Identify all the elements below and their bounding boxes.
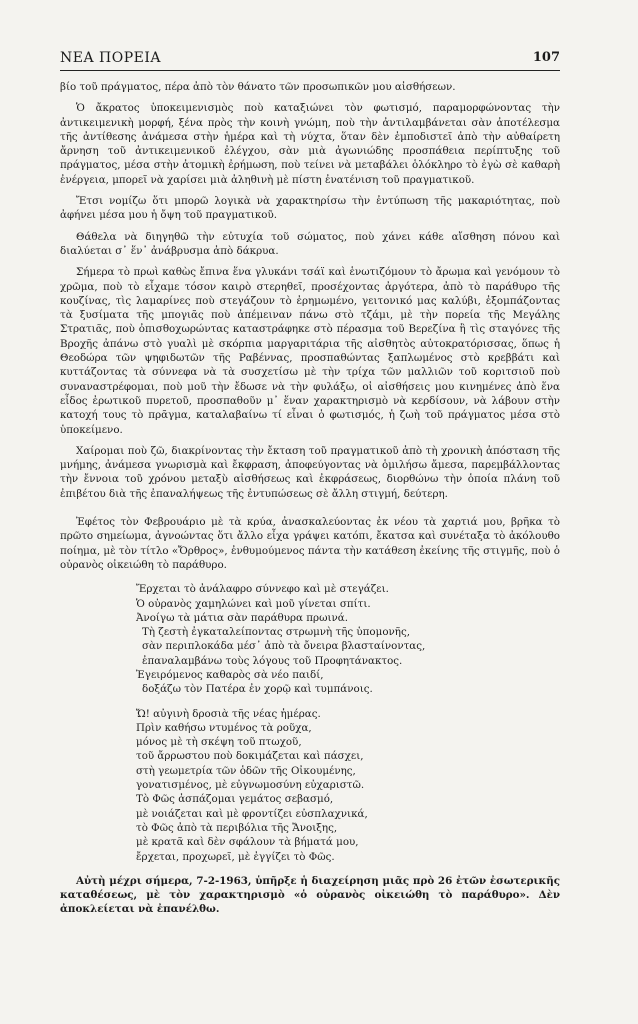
- poem-line: Ὤ! αὐγινὴ δροσιὰ τῆς νέας ἡμέρας.: [136, 707, 321, 720]
- poem-line: δοξάζω τὸν Πατέρα ἐν χορῷ καὶ τυμπάνοις.: [142, 683, 373, 696]
- paragraph: Ὁ ἄκρατος ὑποκειμενισμὸς ποὺ καταξιώνει τὸν φωτισμό, παραμορφώνοντας τὴν ἀντικειμενικὴ μορφή, ξένα πρὸς τὴν κοινὴ γνώμη, ποὺ τὴν ἀντιλαμβάνεται σὰν ἀποτέλεσμα τῆς ἀντίθεσης ἀνάμεσα στὴν ἡμέρα καὶ τὴ νύχτα, ὅταν δὲν ἐμποδιστεῖ ἀπὸ τὴν αὐθαίρετη ἄρνηση τοῦ ἀντικειμενικοῦ ἐλέγχου, σὰν μιὰ ἀγωνιώδης προσπάθεια περίπτυξης τοῦ πράγματος, μέσα στὴν ἀτομικὴ ἐρήμωση, ποὺ τείνει νὰ μεταβάλει ὁλόκληρο τὸ ἐγὼ σὲ καθαρὴ ἐνέργεια, μπορεῖ νὰ χαρίσει μιὰ ἀληθινὴ μὲ πίστη ἐνατένιση τοῦ πραγματικοῦ.: [60, 102, 560, 186]
- paragraph: Χαίρομαι ποὺ ζῶ, διακρίνοντας τὴν ἔκταση τοῦ πραγματικοῦ ἀπὸ τὴ χρονικὴ ἀπόσταση τῆς μνήμης, ἀνάμεσα γνωρισμὰ καὶ ἔκφραση, ἀποφεύγοντας νὰ ὁμιλήσω ἄμεσα, παρεμβάλλοντας τὴν ἔννοια τοῦ χρόνου μεταξὺ αἰσθήσεως καὶ ἐκφράσεως, διορθώνω τὴν ὁποία πλάνη τοῦ ἐπιβέτου διὰ τῆς ἐπαναλήψεως τῆς ἐντυπώσεως σὲ ἄλλη στιγμή, δεύτερη.: [60, 444, 560, 500]
- poem-stanza: [136, 582, 560, 696]
- poem-stanza: [136, 707, 560, 864]
- poem-line: τοῦ ἄρρωστου ποὺ δοκιμάζεται καὶ πάσχει,: [136, 750, 364, 763]
- poem-line: Τὴ ζεστὴ ἐγκαταλείποντας στρωμνὴ τῆς ὑπομονῆς,: [142, 626, 410, 639]
- poem-line: Ὁ οὐρανὸς χαμηλώνει καὶ μοῦ γίνεται σπίτι.: [136, 597, 371, 610]
- article-body: [60, 80, 560, 924]
- poem-line: γονατισμένος, μὲ εὐγνωμοσύνη εὐχαριστῶ.: [136, 779, 365, 792]
- poem-line: μὲ κρατᾶ καὶ δὲν σφάλουν τὰ βήματά μου,: [136, 836, 359, 849]
- paragraph: Ἔτσι νομίζω ὅτι μπορῶ λογικὰ νὰ χαρακτηρίσω τὴν ἐντύπωση τῆς μακαριότητας, ποὺ ἀφήνει μέσα μου ἡ ὄψη τοῦ πραγματικοῦ.: [60, 195, 560, 222]
- poem-line: στὴ γεωμετρία τῶν ὁδῶν τῆς Οἰκουμένης,: [136, 764, 356, 777]
- poem-line: Τὸ Φῶς ἀσπάζομαι γεμάτος σεβασμό,: [136, 793, 334, 806]
- poem: [136, 582, 560, 864]
- poem-line: μὲ νοιάζεται καὶ μὲ φροντίζει εὐσπλαχνικά,: [136, 807, 368, 820]
- paragraph: Θάθελα νὰ διηγηθῶ τὴν εὐτυχία τοῦ σώματος, ποὺ χάνει κάθε αἴσθηση πόνου καὶ διαλύεται σ᾽ ἕν᾽ ἀνάβρυσμα ἀπὸ δάκρυα.: [60, 230, 560, 257]
- poem-line: Ἐγειρόμενος καθαρὸς σὰ νέο παιδί,: [136, 668, 324, 681]
- page-number: 107: [532, 50, 560, 65]
- running-header: [60, 48, 560, 71]
- poem-line: Πρὶν καθήσω ντυμένος τὰ ροῦχα,: [136, 721, 312, 734]
- poem-line: ἐπαναλαμβάνω τοὺς λόγους τοῦ Προφητάνακτος.: [142, 654, 403, 667]
- poem-line: τὸ Φῶς ἀπὸ τὰ περιβόλια τῆς Ἄνοιξης,: [136, 821, 338, 834]
- poem-line: σὰν περιπλοκάδα μέσ᾽ ἀπὸ τὰ ὄνειρα βλασταίνοντας,: [142, 640, 426, 653]
- poem-line: Ἀνοίγω τὰ μάτια σὰν παράθυρα πρωινά.: [136, 611, 349, 624]
- poem-line: Ἔρχεται τὸ ἀνάλαφρο σύννεφο καὶ μὲ στεγάζει.: [136, 583, 389, 596]
- paragraph: Ἐφέτος τὸν Φεβρουάριο μὲ τὰ κρύα, ἀνασκαλεύοντας ἐκ νέου τὰ χαρτιά μου, βρῆκα τὸ πρῶτο σημείωμα, ἀγνοώντας ὅτι ἄλλο εἶχα γράψει κατόπι, ἔκατσα καὶ συνέταξα τὸ ἀκόλουθο ποίημα, μὲ τὸν τίτλο «Ὄρθρος», ἐνθυμούμενος πάντα τὴν κατάθεση ἐκείνης τῆς στιγμῆς, ποὺ ὁ οὐρανὸς οἰκειώθη τὸ παράθυρο.: [60, 516, 560, 571]
- journal-title: ΝΕΑ ΠΟΡΕΙΑ: [60, 50, 161, 66]
- paragraph: βίο τοῦ πράγματος, πέρα ἀπὸ τὸν θάνατο τῶν προσωπικῶν μου αἰσθήσεων.: [60, 81, 456, 93]
- paragraph: Σήμερα τὸ πρωὶ καθὼς ἔπινα ἕνα γλυκάνι τσάϊ καὶ ἑνωτιζόμουν τὸ ἄρωμα καὶ γενόμουν τὸ χρῶμα, ποὺ τὸ εἶχαμε τόσον καιρὸ στερηθεῖ, προσέχοντας ἀργότερα, ἀπὸ τὸ παράθυρο τῆς κουζίνας, τὶς λαμαρίνες ποὺ στεγάζουν τὸ ἐρημωμένο, γειτονικό μας καλύβι, ἐξομπάζοντας τὰ ξυσίματα τῆς μπογιᾶς ποὺ ἀπέμειναν πάνω στὸ τζάμι, μὲ τὴν πορεία τῆς Μεγάλης Στρατιᾶς, ποὺ ὀπισθοχωρώντας καταστράφηκε στὸ πέρασμα τοῦ Βερεζίνα ἢ τὶς σταγόνες τῆς Βροχῆς ἀπάνω στὸ γυαλὶ μὲ σκόρπια μαργαριτάρια τῆς αἰσθητὸς αὐτοκρατόρισσας, ὅπως ἡ Θεοδώρα τῶν ψηφιδωτῶν τῆς Ραβέννας, προσπαθώντας ξαπλωμένος στὸ κρεββάτι καὶ κυττάζοντας τὰ σύννεφα νὰ τὰ συσχετίσω μὲ τὴν τρίχα τῶν μαλλιῶν τοῦ κοριτσιοῦ ποὺ συναναστρέφομαι, ποὺ μοῦ τὴν ἔδωσε νὰ τὴν φυλάξω, οἱ αἰσθήσεις μου κινημένες ἀπὸ ἕνα εἶδος ἐρωτικοῦ πυρετοῦ, προσπαθοῦν μ᾽ ἕναν χαρακτηρισμὸ νὰ κερδίσουν, νὰ λάβουν στὴν κατοχή τους τὸ πρᾶγμα, καταλαβαίνω τί εἶναι ὁ φωτισμός, ἡ ζωὴ τοῦ πράγματος μέσα στὸ ὑποκείμενο.: [60, 266, 560, 436]
- poem-line: μόνος μὲ τὴ σκέψη τοῦ πτωχοῦ,: [136, 736, 302, 749]
- closing-paragraph: Αὐτὴ μέχρι σήμερα, 7-2-1963, ὑπῆρξε ἡ διαχείρηση μιᾶς πρὸ 26 ἐτῶν ἐσωτερικῆς καταθέσεως, μὲ τὸν χαρακτηρισμὸ «ὁ οὐρανὸς οἰκειώθη τὸ παράθυρο». Δὲν ἀποκλείεται νὰ ἐπανέλθω.: [60, 874, 560, 916]
- poem-line: ἔρχεται, προχωρεῖ, μὲ ἐγγίζει τὸ Φῶς.: [136, 850, 335, 863]
